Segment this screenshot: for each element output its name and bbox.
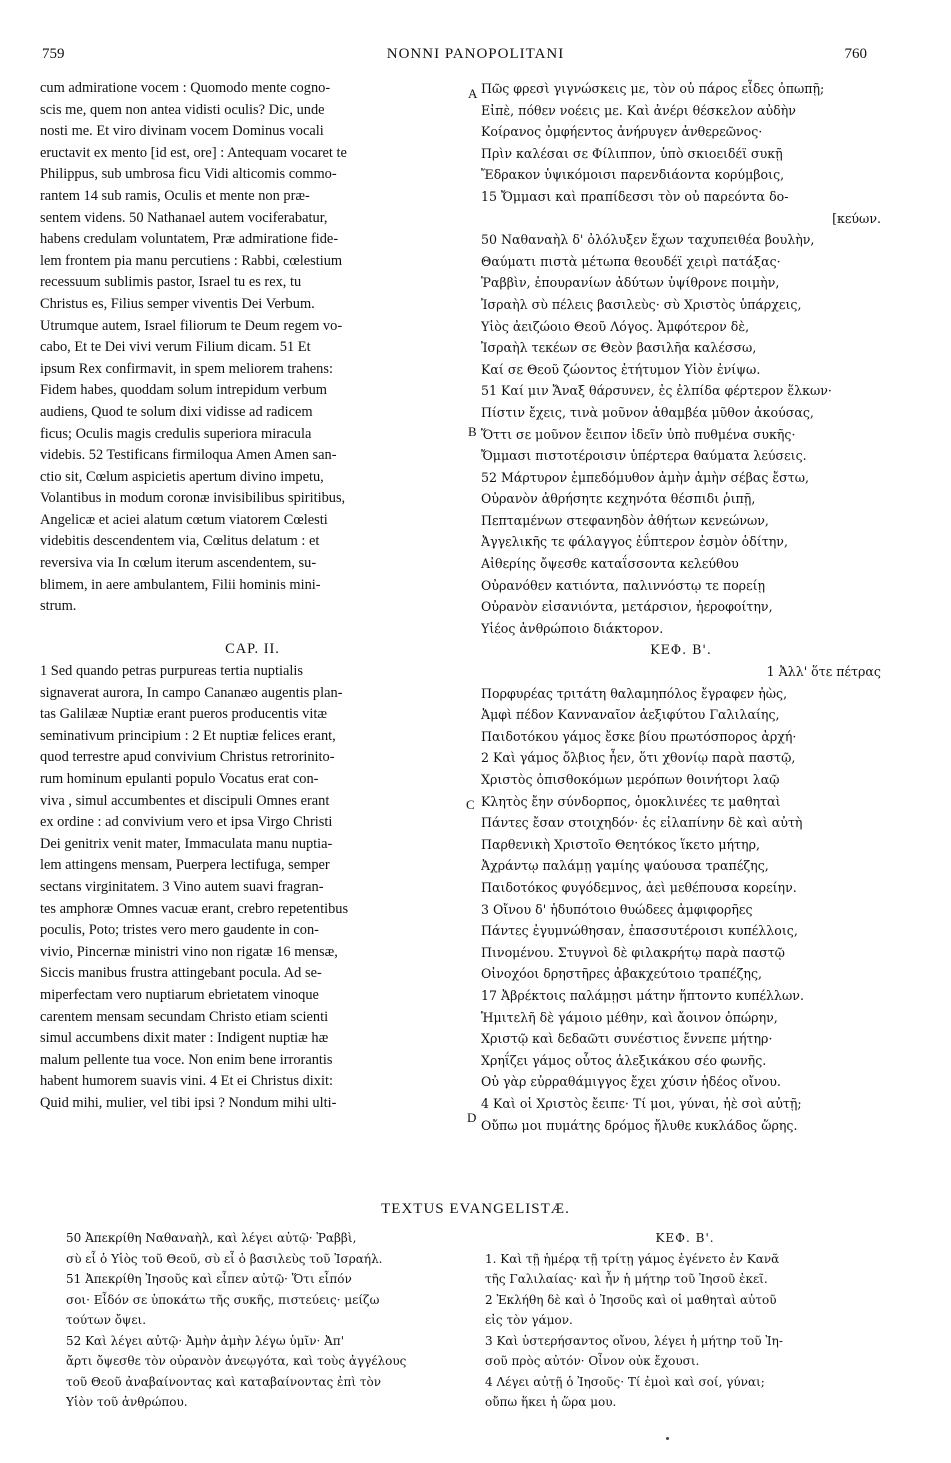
latin-line: seminativum principium : 2 Et nuptiæ felices erant,: [40, 727, 336, 744]
running-header: [0, 46, 951, 70]
gospel-line: σοῦ πρὸς αὐτόν· Οἶνον οὐκ ἔχουσι.: [485, 1354, 700, 1368]
latin-line: rantem 14 sub ramis, Oculis et mente non præ-: [40, 187, 310, 204]
latin-line: Siccis manibus frustra attingebant pocula. Ad se-: [40, 965, 322, 982]
greek-line: Πίστιν ἔχεις, τινὰ μοῦνον ἀθαμβέα μῦθον ἀκούσας,: [481, 404, 814, 420]
greek-line: Πάντες ἔσαν στοιχηδόν· ἐς εἰλαπίνην δὲ καὶ αὐτὴ: [481, 815, 803, 831]
textus-evangelistae-title: TEXTUS EVANGELISTÆ.: [381, 1201, 570, 1217]
greek-paraphrase-column: [481, 78, 881, 1136]
latin-line: Dei genitrix venit mater, Immaculata manu nuptia-: [40, 835, 333, 852]
gospel-line: 51 Ἀπεκρίθη Ἰησοῦς καὶ εἶπεν αὐτῷ· Ὅτι εἶπόν: [66, 1272, 352, 1286]
latin-line: strum.: [40, 598, 77, 615]
latin-line: audiens, Quod te solum dixi vidisse ad radicem: [40, 403, 313, 420]
gospel-line: 3 Καὶ ὑστερήσαντος οἴνου, λέγει ἡ μήτηρ τοῦ Ἰη-: [485, 1333, 783, 1348]
latin-line: sentem videns. 50 Nathanael autem vociferabatur,: [40, 209, 328, 226]
greek-line: Οὐρανὸν εἰσανιόντα, μετάρσιον, ἠεροφοίτην,: [481, 599, 773, 615]
gospel-text-right: [485, 1228, 885, 1413]
latin-line: ipsum Rex confirmavit, in spem meliorem trahens:: [40, 360, 333, 377]
latin-line: Volantibus in modum coronæ invisibilibus spiritibus,: [40, 490, 346, 507]
latin-line: 1 Sed quando petras purpureas tertia nuptialis: [40, 663, 303, 680]
latin-translation-column: [40, 78, 465, 1115]
latin-line: Philippus, sub umbrosa ficu Vidi alticomis commo-: [40, 166, 337, 183]
latin-line: reversiva via In cœlum iterum ascendentem, su-: [40, 555, 317, 572]
greek-line: Οὔπω μοι πυμάτης δρόμος ἤλυθε κυκλάδος ὥρης.: [481, 1117, 798, 1133]
latin-line: CAP. II.: [225, 641, 280, 658]
greek-line: Ἀχράντῳ παλάμῃ γαμίης ψαύουσα τραπέζης,: [481, 858, 769, 874]
greek-line: Ὄμμασι πιστοτέροισιν ὑπέρτερα θαύματα λεύσεις.: [481, 448, 807, 464]
latin-line: Quid mihi, mulier, vel tibi ipsi ? Nondum mihi ulti-: [40, 1094, 337, 1111]
greek-line: Οὐρανὸν ἀθρήσητε κεχηνότα θέσπιδι ῥιπῇ,: [481, 491, 756, 507]
greek-line: Πῶς φρεσὶ γιγνώσκεις με, τὸν οὐ πάρος εἶδες ὀπωπῇ;: [481, 81, 825, 96]
gospel-line: 52 Καὶ λέγει αὐτῷ· Ἀμὴν ἀμὴν λέγω ὑμῖν· Ἀπ': [66, 1333, 344, 1348]
greek-line: Οὐ γὰρ εὐρραθάμιγγος ἔχει χύσιν ἡδέος οἴνου.: [481, 1074, 781, 1090]
greek-line: Ἀγγελικῆς τε φάλαγγος ἐΰπτερον ἐσμὸν ὁδίτην,: [481, 534, 788, 550]
greek-line: Οὐρανόθεν κατιόντα, παλιννόστῳ τε πορείῃ: [481, 577, 766, 593]
latin-line: habens credulam voluntatem, Præ admiratione fide-: [40, 231, 339, 248]
latin-line: vivio, Pincernæ ministri vino non rigatæ 16 mensæ,: [40, 943, 338, 960]
ornament-dot: [666, 1437, 669, 1440]
latin-line: simul accumbens dixit mater : Indigent nuptiæ hæ: [40, 1030, 329, 1047]
greek-line: Χριστὸς ὀπισθοκόμων μερόπων θοινήτορι λαῷ: [481, 772, 780, 787]
greek-line: Παρθενικὴ Χριστοῖο Θεητόκος ἵκετο μήτηρ,: [481, 836, 760, 852]
latin-line: eructavit ex mento [id est, ore] : Antequam vocaret te: [40, 144, 347, 161]
latin-line: signaverat aurora, In campo Cananæo augentis plan-: [40, 684, 343, 701]
page-number-left: 759: [42, 46, 65, 62]
greek-line: 52 Μάρτυρον ἐμπεδόμυθον ἀμὴν ἀμὴν σέβας ἔστω,: [481, 469, 810, 485]
greek-line: 4 Καὶ οἱ Χριστὸς ἔειπε· Τί μοι, γύναι, ἠὲ σοὶ αὐτῇ;: [481, 1095, 802, 1111]
greek-line: Ἰσραὴλ σὺ πέλεις βασιλεὺς· σὺ Χριστὸς ὑπάρχεις,: [481, 296, 802, 312]
greek-line: Υἱέος ἀνθρώποιο διάκτορον.: [481, 620, 664, 636]
greek-line: Παιδοτόκος φυγόδεμνος, ἀεὶ μεθέπουσα κορείην.: [481, 879, 797, 895]
margin-marker-a: A: [468, 86, 478, 101]
latin-line: rum hominum epulanti populo Vocatus erat con-: [40, 771, 319, 787]
greek-line: Ἰσραὴλ τεκέων σε Θεὸν βασιλῆα καλέσσω,: [481, 340, 757, 356]
latin-line: scis me, quem non antea vidisti oculis? Dic, unde: [40, 101, 325, 118]
latin-line: videbis. 52 Testificans firmiloqua Amen Amen san-: [40, 447, 337, 464]
latin-line: lem frontem pia manu percutiens : Rabbi, cœlestium: [40, 252, 343, 269]
gospel-line: Υἱὸν τοῦ ἀνθρώπου.: [66, 1395, 188, 1409]
latin-line: Utrumque autem, Israel filiorum te Deum regem vo-: [40, 317, 343, 334]
gospel-chapter-title: ΚΕΦ. Β'.: [655, 1231, 715, 1245]
latin-line: Christus es, Filius semper viventis Dei Verbum.: [40, 295, 315, 312]
greek-line: 50 Ναθαναὴλ δ' ὀλόλυξεν ἔχων ταχυπειθέα βουλὴν,: [481, 232, 815, 248]
greek-line: Υἱὸς ἀειζώοιο Θεοῦ Λόγος. Ἀμφότερον δὲ,: [481, 318, 750, 334]
greek-line: 15 Ὄμμασι καὶ πραπίδεσσι τὸν οὐ παρεόντα δο-: [481, 188, 789, 204]
greek-line: Πάντες ἐγυμνώθησαν, ἐπασσυτέροισι κυπέλλοις,: [481, 923, 798, 939]
greek-line: Κλητὸς ἔην σύνδορπος, ὁμοκλινέες τε μαθηταὶ: [481, 793, 781, 809]
latin-line: tes amphoræ Omnes vacuæ erant, crebro repetentibus: [40, 900, 349, 917]
greek-line: Παιδοτόκου γάμος ἔσκε βίου πρωτόσπορος ἀρχή·: [481, 728, 797, 744]
latin-line: sectans virginitatem. 3 Vino autem suavi fragran-: [40, 878, 324, 895]
margin-marker-d: D: [467, 1110, 477, 1125]
page-number-right: 760: [844, 46, 867, 62]
latin-line: ex ordine : ad convivium vero et ipsa Virgo Christi: [40, 814, 333, 831]
gospel-line: εἰς τὸν γάμον.: [485, 1313, 573, 1327]
greek-line: [κεύων.: [832, 210, 881, 226]
latin-line: ficus; Oculis magis credulis superiora miracula: [40, 425, 312, 442]
greek-line: Χριστῷ καὶ δεδαῶτι συνέστιος ἔννεπε μήτηρ·: [481, 1031, 773, 1047]
latin-line: carentem mensam secundam Christo etiam scienti: [40, 1008, 329, 1025]
latin-line: tas Galilææ Nuptiæ erant pueros producentis vitæ: [40, 706, 327, 723]
gospel-line: 4 Λέγει αὐτῇ ὁ Ἰησοῦς· Τί ἐμοὶ καὶ σοί, γύναι;: [485, 1374, 765, 1389]
latin-line: viva , simul accumbentes et discipuli Omnes erant: [40, 792, 330, 809]
latin-line: Fidem habes, quoddam solum intrepidum verbum: [40, 382, 327, 399]
margin-marker-b: B: [468, 424, 477, 439]
gospel-line: τούτων ὄψει.: [66, 1313, 147, 1327]
greek-line: Πινομένου. Στυγνοὶ δὲ φιλακρήτῳ παρὰ παστῷ: [481, 944, 785, 960]
latin-line: Angelicæ et aciei alatum cœtum viatorem Cœlesti: [40, 511, 328, 528]
greek-line: Οἰνοχόοι δρηστῆρες ἀβακχεύτοιο τραπέζης,: [481, 966, 763, 982]
greek-line: Ἀμφὶ πέδον Κανναναῖον ἀεξιφύτου Γαλιλαίης,: [481, 707, 780, 723]
greek-line: 17 Ἀβρέκτοις παλάμῃσι μάτην ἥπτοντο κυπέλλων.: [481, 987, 804, 1003]
greek-line: Ῥαββὶν, ἐπουρανίων ἀδύτων ὑψίθρονε ποιμὴν,: [481, 275, 780, 291]
greek-line: ΚΕΦ. Β'.: [650, 642, 712, 658]
latin-line: lem attingens mensam, Puerpera lectifuga, semper: [40, 857, 330, 874]
gospel-line: ἄρτι ὄψεσθε τὸν οὐρανὸν ἀνεῳγότα, καὶ τοὺς ἀγγέλους: [66, 1354, 407, 1368]
greek-line: Πρὶν καλέσαι σε Φίλιππον, ὑπὸ σκιοειδέϊ συκῇ: [481, 145, 783, 161]
greek-line: Κοίρανος ὀμφήεντος ἀνήρυγεν ἀνθερεῶνος·: [481, 124, 763, 140]
latin-line: malum pellente tua voce. Non enim bene irrorantis: [40, 1051, 333, 1068]
latin-line: poculis, Poto; tristes vero mero gaudente in con-: [40, 922, 319, 939]
greek-line: Ὅττι σε μοῦνον ἔειπον ἰδεῖν ὑπὸ πυθμένα συκῆς·: [481, 426, 796, 442]
latin-line: cabo, Et te Dei vivi verum Filium dicam. 51 Et: [40, 339, 311, 356]
greek-line: Καί σε Θεοῦ ζώοντος ἐτήτυμον Υἱὸν ἐνίψω.: [481, 361, 761, 377]
greek-line: 1 Ἀλλ' ὅτε πέτρας: [766, 664, 881, 680]
gospel-line: 50 Ἀπεκρίθη Ναθαναὴλ, καὶ λέγει αὐτῷ· Ῥαββὶ,: [66, 1231, 357, 1245]
gospel-line: σὺ εἶ ὁ Υἱὸς τοῦ Θεοῦ, σὺ εἶ ὁ βασιλεὺς τοῦ Ἰσραήλ.: [66, 1251, 383, 1266]
latin-line: videbitis descendentem via, Cœlitus delatum : et: [40, 533, 320, 550]
greek-line: Θαύματι πιστὰ μέτωπα θεουδέϊ χειρὶ πατάξας·: [481, 253, 781, 269]
greek-line: Πεπταμένων στεφανηδὸν ἀθήτων κενεώνων,: [481, 512, 769, 528]
running-title: NONNI PANOPOLITANI: [386, 46, 565, 62]
gospel-line: σοι· Εἶδόν σε ὑποκάτω τῆς συκῆς, πιστεύεις· μείζω: [66, 1292, 380, 1307]
gospel-text-left: [66, 1228, 466, 1413]
latin-line: ctio sit, Cœlum aspicietis apertum divino impetu,: [40, 468, 324, 485]
gospel-line: τοῦ Θεοῦ ἀναβαίνοντας καὶ καταβαίνοντας ἐπὶ τὸν: [66, 1374, 382, 1389]
gospel-line: 2 Ἐκλήθη δὲ καὶ ὁ Ἰησοῦς καὶ οἱ μαθηταὶ αὐτοῦ: [485, 1292, 777, 1307]
latin-line: habent humorem suavis vini. 4 Et ei Christus dixit:: [40, 1073, 333, 1090]
greek-line: 3 Οἴνου δ' ἡδυπότοιο θυώδεες ἀμφιφορῆες: [481, 901, 753, 917]
gospel-line: οὔπω ἥκει ἡ ὥρα μου.: [485, 1395, 617, 1409]
greek-line: Ἔδρακον ὑψικόμοισι παρενδιάοντα κορύμβοις,: [481, 167, 785, 183]
latin-line: blimem, in aere ambulantem, Filii hominis mini-: [40, 576, 321, 593]
greek-line: 2 Καὶ γάμος ὄλβιος ἦεν, ὅτι χθονίῳ παρὰ παστῷ,: [481, 750, 796, 766]
latin-line: recessuum sublimis pastor, Israel tu es rex, tu: [40, 274, 302, 291]
gospel-line: τῆς Γαλιλαίας· καὶ ἦν ἡ μήτηρ τοῦ Ἰησοῦ ἐκεῖ.: [485, 1272, 768, 1286]
latin-line: quod terrestre apud convivium Christus retrorinito-: [40, 749, 335, 766]
greek-line: Πορφυρέας τριτάτη θαλαμηπόλος ἔγραφεν ἠὼς,: [481, 685, 788, 701]
latin-line: nosti me. Et viro divinam vocem Dominus vocali: [40, 123, 324, 140]
greek-line: Αἰθερίης ὄψεσθε καταΐσσοντα κελεύθου: [481, 556, 739, 572]
greek-line: Χρηΐζει γάμος οὗτος ἀλεξικάκου σέο φωνῆς.: [481, 1052, 767, 1068]
latin-line: [40, 618, 465, 640]
greek-line: 51 Καί μιν Ἄναξ θάρσυνεν, ἐς ἐλπίδα φέρτερον ἕλκων·: [481, 383, 832, 399]
margin-marker-c: C: [466, 797, 475, 812]
latin-line: miperfectam vero nuptiarum ebrietatem vinoque: [40, 986, 319, 1003]
latin-line: cum admiratione vocem : Quomodo mente cogno-: [40, 80, 331, 96]
greek-line: Εἰπὲ, πόθεν νοέεις με. Καὶ ἀνέρι θέσκελον αὐδὴν: [481, 102, 796, 118]
greek-line: Ἡμιτελῆ δὲ γάμοιο μέθην, καὶ ἄοινον ὀπώρην,: [481, 1009, 778, 1025]
gospel-line: 1. Καὶ τῇ ἡμέρᾳ τῇ τρίτῃ γάμος ἐγένετο ἐν Κανᾶ: [485, 1251, 780, 1266]
